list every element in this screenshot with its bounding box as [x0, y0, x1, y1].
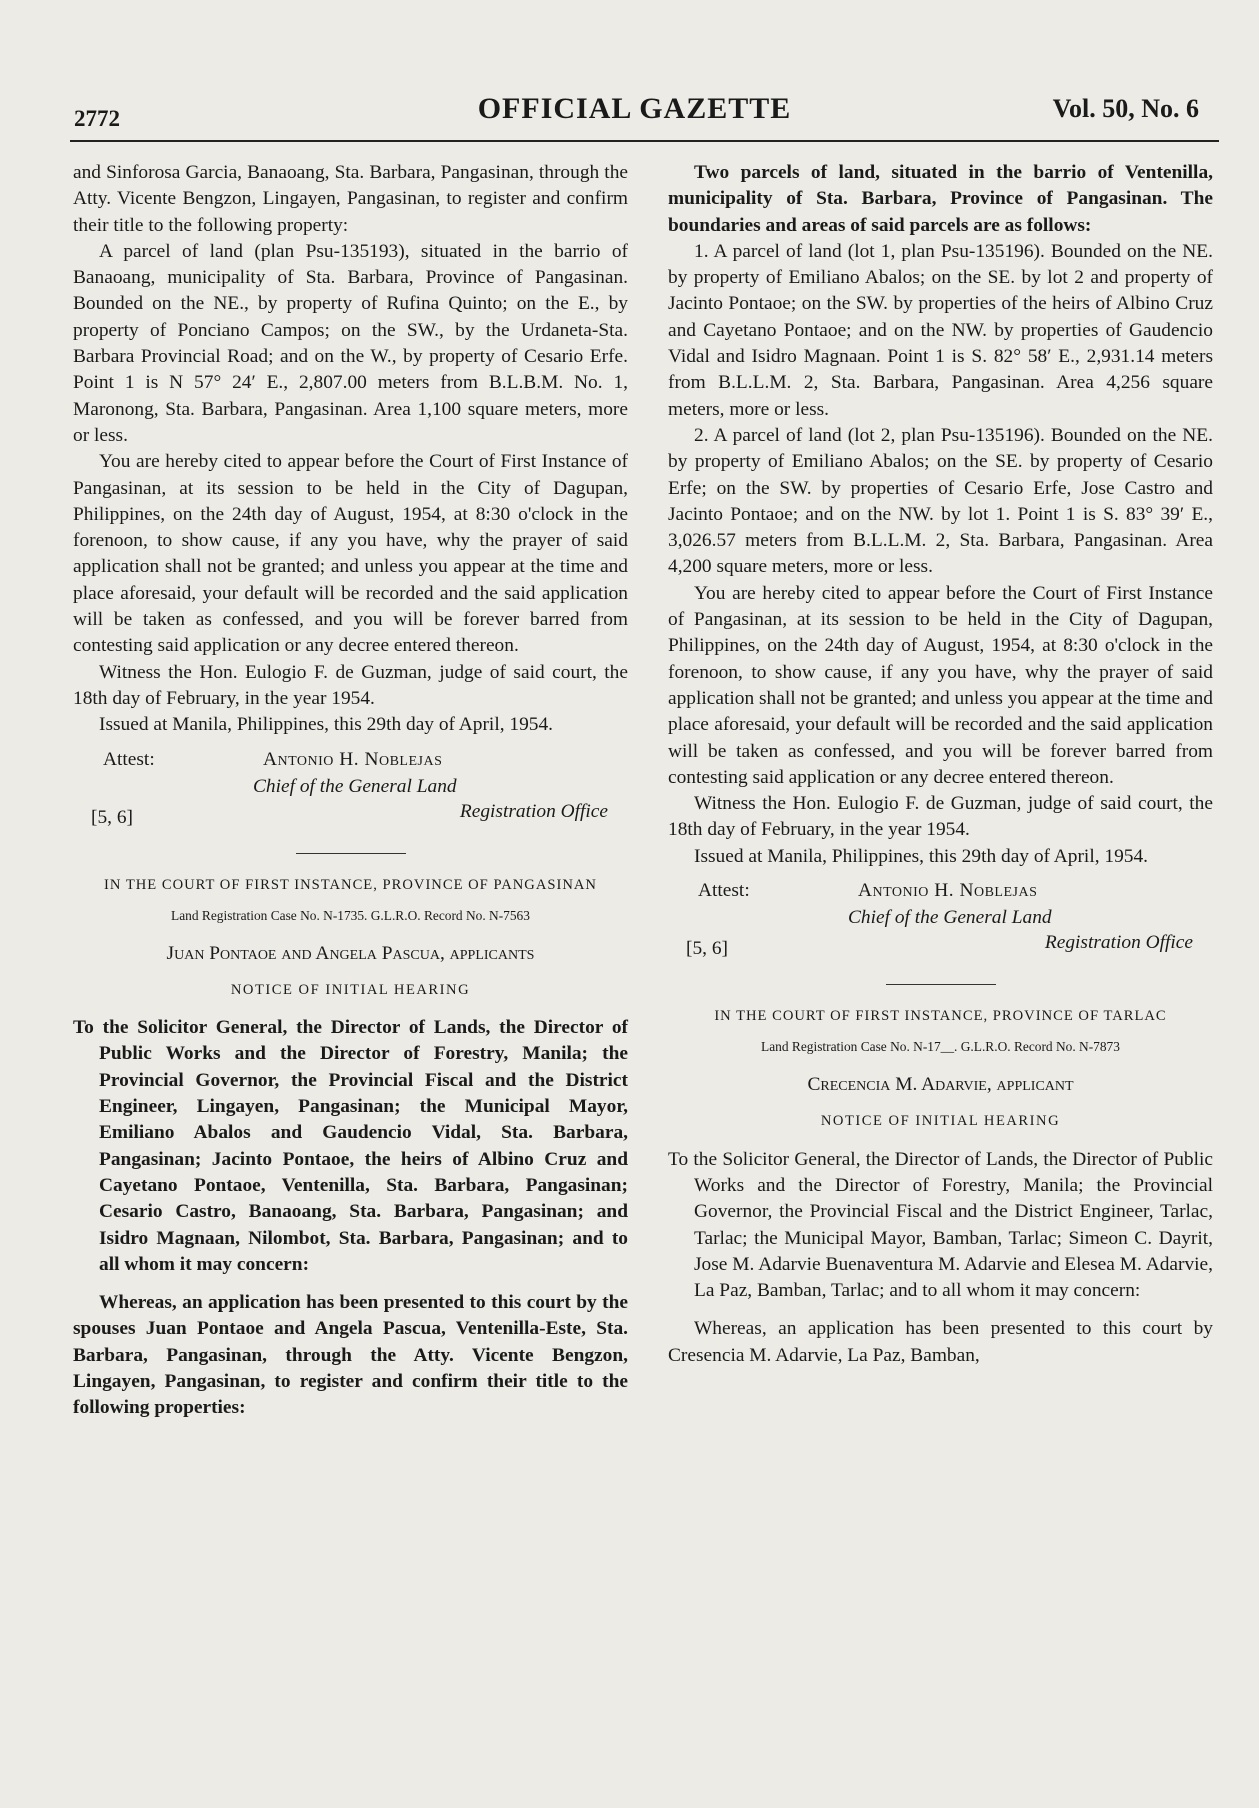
addressees-paragraph: To the Solicitor General, the Director of Lands, the Director of Public Works and the Director of Forestry, Manila; the Provincial Governor, the Provincial Fiscal and the District Engineer, Tarlac, Tarlac; the Municipal Mayor, Bamban, Tarlac; Simeon C. Dayrit, Jose M. Adarvie Buenaventura M. Adarvie and Elesea M. Adarvie, La Paz, Bamban, Tarlac; and to all whom it may concern:	[668, 1148, 1213, 1302]
volume-number: Vol. 50, No. 6	[1052, 94, 1199, 123]
paragraph: Whereas, an application has been presented to this court by the spouses Juan Pontaoe and Angela Pascua, Ventenilla-Este, Sta. Barbara, Pangasinan, through the Atty. Vicente Bengzon, Lingayen, Pangasinan, to register and confirm their title to the following properties:	[73, 1292, 628, 1419]
court-heading: IN THE COURT OF FIRST INSTANCE, PROVINCE OF TARLAC	[714, 1008, 1167, 1025]
paragraph: You are hereby cited to appear before the Court of First Instance of Pangasinan, at its session to be held in the City of Dagupan, Philippines, on the 24th day of August, 1954, at 8:30 o'clock in the forenoon, to show cause, if any you have, why the prayer of said application shall not be granted; and unless you appear at the time and place aforesaid, your default will be recorded and the said application will be taken as confessed, and you will be forever barred from contesting said application or any decree entered thereon.	[668, 582, 1213, 788]
signatory-title: Chief of the General Land	[253, 775, 457, 797]
applicant-line: Crecencia M. Adarvie, applicant	[807, 1074, 1074, 1096]
attest-label: Attest:	[103, 748, 155, 770]
page-number: 2772	[74, 106, 120, 131]
paragraph: Two parcels of land, situated in the barrio of Ventenilla, municipality of Sta. Barbara, Province of Pangasinan. The boundaries and areas of said parcels are as follows:	[668, 162, 1213, 236]
paragraph: Issued at Manila, Philippines, this 29th day of April, 1954.	[694, 845, 1149, 867]
paragraph: and Sinforosa Garcia, Banaoang, Sta. Barbara, Pangasinan, through the Atty. Vicente Bengzon, Lingayen, Pangasinan, to register and confirm their title to the following property:	[73, 162, 628, 236]
addressees-paragraph: To the Solicitor General, the Director of Lands, the Director of Public Works and the Director of Forestry, Manila; the Provincial Governor, the Provincial Fiscal and the District Engineer, Lingayen, Pangasinan; the Municipal Mayor, Emiliano Abalos and Gaudencio Vidal, Sta. Barbara, Pangasinan; Jacinto Pontaoe, the heirs of Albino Cruz and Cayetano Pontaoe, Ventenilla, Sta. Barbara, Pangasinan; Cesario Castro, Banaoang, Sta. Barbara, Pangasinan; and Isidro Magnaan, Nilombot, Sta. Barbara, Pangasinan; and to all whom it may concern:	[73, 1017, 628, 1275]
signatory-title: Registration Office	[459, 800, 608, 822]
notice-heading: NOTICE OF INITIAL HEARING	[230, 981, 471, 998]
issue-reference: [5, 6]	[686, 938, 729, 960]
court-heading: IN THE COURT OF FIRST INSTANCE, PROVINCE OF PANGASINAN	[104, 876, 597, 893]
case-number: Land Registration Case No. N-17__. G.L.R.O. Record No. N-7873	[761, 1039, 1120, 1055]
attestation-block	[668, 878, 1213, 962]
right-column	[668, 160, 1213, 1369]
case-number: Land Registration Case No. N-1735. G.L.R.O. Record No. N-7563	[171, 907, 530, 923]
paragraph: 2. A parcel of land (lot 2, plan Psu-135196). Bounded on the NE. by property of Emiliano Abalos; on the SE. by property of Cesario Erfe; on the SW. by properties of Cesario Erfe, Jose Castro and Jacinto Pontaoe; and on the NW. by lot 1. Point 1 is S. 83° 39′ E., 3,026.57 meters from B.L.L.M. 2, Sta. Barbara, Pangasinan. Area 4,200 square meters, more or less.	[668, 424, 1213, 578]
applicants-line: Juan Pontaoe and Angela Pascua, applicants	[166, 942, 535, 964]
header-rule	[70, 140, 1219, 142]
issue-reference: [5, 6]	[91, 806, 134, 828]
signatory-name: Antonio H. Noblejas	[263, 748, 443, 770]
paragraph: You are hereby cited to appear before the Court of First Instance of Pangasinan, at its session to be held in the City of Dagupan, Philippines, on the 24th day of August, 1954, at 8:30 o'clock in the forenoon, to show cause, if any you have, why the prayer of said application shall not be granted; and unless you appear at the time and place aforesaid, your default will be recorded and the said application will be taken as confessed, and you will be forever barred from contesting said application or any decree entered thereon.	[73, 451, 628, 657]
notice-heading: NOTICE OF INITIAL HEARING	[820, 1113, 1061, 1130]
paragraph: A parcel of land (plan Psu-135193), situated in the barrio of Banaoang, municipality of Sta. Barbara, Province of Pangasinan. Bounded on the NE., by property of Rufina Quinto; on the E., by property of Ponciano Campos; on the SW., by the Urdaneta-Sta. Barbara Provincial Road; and on the W., by property of Cesario Erfe. Point 1 is N 57° 24′ E., 2,807.00 meters from B.L.B.M. No. 1, Maronong, Sta. Barbara, Pangasinan. Area 1,100 square meters, more or less.	[73, 240, 628, 446]
signatory-title: Registration Office	[1044, 932, 1193, 954]
signatory-title: Chief of the General Land	[848, 907, 1052, 929]
section-divider	[296, 853, 406, 854]
signatory-name: Antonio H. Noblejas	[858, 880, 1038, 902]
attestation-block	[73, 747, 628, 831]
page-header	[70, 88, 1199, 131]
paragraph: Issued at Manila, Philippines, this 29th day of April, 1954.	[99, 714, 554, 736]
publication-title: OFFICIAL GAZETTE	[477, 92, 792, 125]
paragraph: 1. A parcel of land (lot 1, plan Psu-135196). Bounded on the NE. by property of Emiliano Abalos; on the SE. by lot 2 and property of Jacinto Pontaoe; on the SW. by properties of the heirs of Albino Cruz and Cayetano Pontaoe; and on the NW. by properties of Gaudencio Vidal and Isidro Magnaan. Point 1 is S. 82° 58′ E., 2,931.14 meters from B.L.L.M. 2, Sta. Barbara, Pangasinan. Area 4,256 square meters, more or less.	[668, 240, 1213, 420]
paragraph: Witness the Hon. Eulogio F. de Guzman, judge of said court, the 18th day of February, in the year 1954.	[668, 793, 1213, 841]
section-divider	[886, 984, 996, 985]
paragraph: Witness the Hon. Eulogio F. de Guzman, judge of said court, the 18th day of February, in the year 1954.	[73, 661, 628, 709]
paragraph: Whereas, an application has been presented to this court by Cresencia M. Adarvie, La Paz, Bamban,	[668, 1318, 1213, 1366]
left-column	[73, 160, 628, 1422]
attest-label: Attest:	[698, 880, 750, 902]
